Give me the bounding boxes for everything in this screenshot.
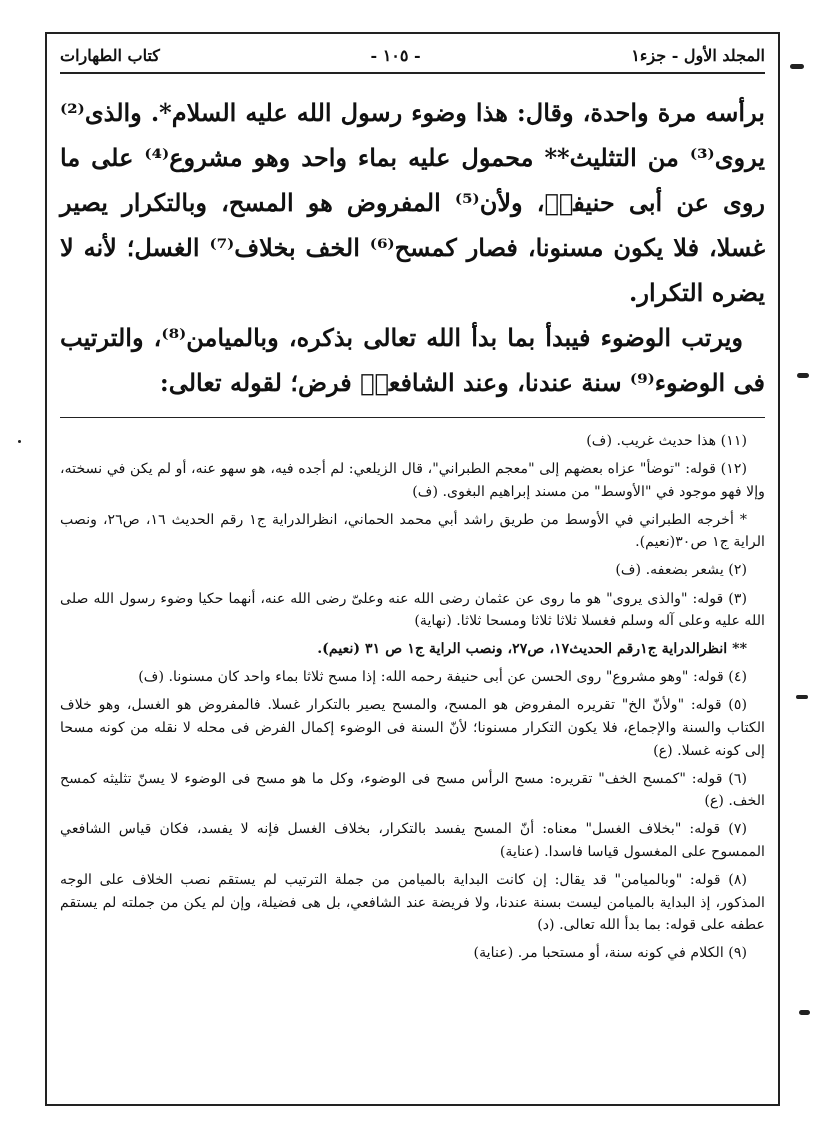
footnote: (٣) قوله: "والذى يروى" هو ما روى عن عثمان رضى الله عنه وعلىّ رضى الله عنه، أنهما حكيا وضوء رسول الله صلى الله عليه وعلى آله وسلم فغسلا ثلاثا ثلاثا ومسحا ثلاثا. (نهاية): [60, 590, 765, 630]
main-paragraph-1: برأسه مرة واحدة، وقال: هذا وضوء رسول الله عليه السلام*. والذى⁽²⁾ يروى⁽³⁾ من التثليث** محمول عليه بماء واحد وهو مشروع⁽⁴⁾ على ما روى عن أبى حنيفةؒ، ولأن⁽⁵⁾ المفروض هو المسح، وبالتكرار يصير غسلا، فلا يكون مسنونا، فصار كمسح⁽⁶⁾ الخف بخلاف⁽⁷⁾ الغسل؛ لأنه لا يضره التكرار.: [60, 98, 765, 307]
volume-label: المجلد الأول - جزء١: [631, 45, 765, 65]
scan-speck: [18, 440, 21, 443]
scan-speck: [799, 1010, 810, 1015]
footnote: (٦) قوله: "كمسح الخف" تقريره: مسح الرأس مسح فى الوضوء، وكل ما هو مسح فى الوضوء لا يسنّ تثليثه كمسح الخف. (ع): [60, 770, 765, 810]
page-number: - ١٠٥ -: [370, 45, 421, 65]
main-text: [60, 90, 765, 405]
main-paragraph-2: ويرتب الوضوء فيبدأ بما بدأ الله تعالى بذكره، وبالميامن⁽⁸⁾، والترتيب فى الوضوء⁽⁹⁾ سنة عندنا، وعند الشافعىؒ فرض؛ لقوله تعالى:: [60, 323, 765, 397]
book-title: كتاب الطهارات: [60, 45, 160, 65]
footnote: (٢) يشعر بضعفه. (ف): [615, 562, 747, 579]
footnote: (١٢) قوله: "توضأ" عزاه بعضهم إلى "معجم الطبراني"، قال الزيلعي: لم أجده فيه، هو سهو عنه، أو لم يكن في نسخته، وإلا فهو موجود في "الأوسط" من مسند إبراهيم البغوى. (ف): [60, 461, 765, 500]
footnote: (٨) قوله: "وبالميامن" قد يقال: إن كانت البداية بالميامن من جملة الترتيب لم يستقم نصب الخلاف على الوجه المذكور، إذ البداية بالميامن ليست بسنة عندنا، ولا فريضة عند الشافعي، بل هى فضيلة، وإن لم يكن من جملته لم يستقم عطفه على قوله: بما بدأ الله تعالى. (د): [60, 872, 765, 934]
scan-speck: [790, 64, 804, 69]
footnote: (٤) قوله: "وهو مشروع" روى الحسن عن أبى حنيفة رحمه الله: إذا مسح ثلاثا بماء واحد كان مسنونا. (ف): [138, 669, 747, 686]
footnote: ** انظرالدراية ج١رقم الحديث١٧، ص٢٧، ونصب الراية ج١ ص ٣١ (نعيم).: [317, 641, 747, 658]
footnote: (٩) الكلام في كونه سنة، أو مستحبا مر. (عناية): [473, 945, 747, 962]
scan-speck: [797, 373, 809, 378]
footnote: (١١) هذا حديث غريب. (ف): [586, 433, 747, 449]
footnote-separator: [60, 417, 765, 418]
scan-speck: [796, 695, 808, 699]
footnotes: [60, 430, 765, 970]
footnote: (٥) قوله: "ولأنّ الخ" تقريره المفروض هو المسح، والمسح يصير بالتكرار غسلا. فالمفروض هو الغسل، وهو خلاف الكتاب والسنة والإجماع، فلا يكون التكرار مسنونا؛ لأنّ السنة فى الوضوء إكمال الفرض فى محله لا نقله من كونه مسحا إلى كونه غسلا. (ع): [60, 697, 765, 759]
header-divider: [60, 72, 765, 74]
footnote: (٧) قوله: "بخلاف الغسل" معناه: أنّ المسح يفسد بالتكرار، بخلاف الغسل فإنه لا يفسد، فكان قياس الشافعي الممسوح على المغسول قياسا فاسدا. (عناية): [60, 821, 765, 860]
page-header: [60, 40, 765, 70]
footnote: * أخرجه الطبراني في الأوسط من طريق راشد أبي محمد الحماني، انظرالدراية ج١ رقم الحديث ١٦، ص٢٦، ونصب الراية ج١ ص٣٠(نعيم).: [60, 511, 765, 551]
